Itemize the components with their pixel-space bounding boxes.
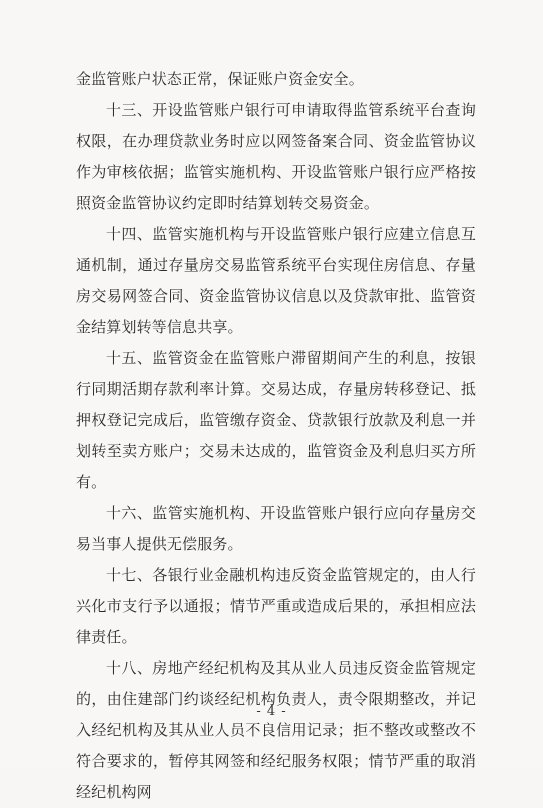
document-body [76,64,476,808]
paragraph-article-17: 十七、各银行业金融机构违反资金监管规定的，由人行兴化市支行予以通报；情节严重或造成后果的，承担相应法律责任。 [76,566,476,646]
paragraph-article-18: 十八、房地产经纪机构及其从业人员违反资金监管规定的，由住建部门约谈经纪机构负责人，责令限期整改，并记入经纪机构及其从业人员不良信用记录；拒不整改或整改不符合要求的，暂停其网签和经纪服务权限；情节严重的取消经纪机构网 [76,659,476,801]
paragraph-article-15: 十五、监管资金在监管账户滞留期间产生的利息，按银行同期活期存款利率计算。交易达成，存量房转移登记、抵押权登记完成后，监管缴存资金、贷款银行放款及利息一并划转至卖方账户；交易未达成的，监管资金及利息归买方所有。 [76,349,476,491]
paragraph-article-16: 十六、监管实施机构、开设监管账户银行应向存量房交易当事人提供无偿服务。 [76,504,476,553]
page-number: - 4 - [256,704,287,719]
paragraph-continuation: 金监管账户状态正常，保证账户资金安全。 [76,70,364,88]
paragraph-article-13: 十三、开设监管账户银行可申请取得监管系统平台查询权限，在办理贷款业务时应以网签备案合同、资金监管协议作为审核依据；监管实施机构、开设监管账户银行应严格按照资金监管协议约定即时结算划转交易资金。 [76,101,476,212]
paragraph-article-14: 十四、监管实施机构与开设监管账户银行应建立信息互通机制，通过存量房交易监管系统平台实现住房信息、存量房交易网签合同、资金监管协议信息以及贷款审批、监管资金结算划转等信息共享。 [76,225,476,336]
